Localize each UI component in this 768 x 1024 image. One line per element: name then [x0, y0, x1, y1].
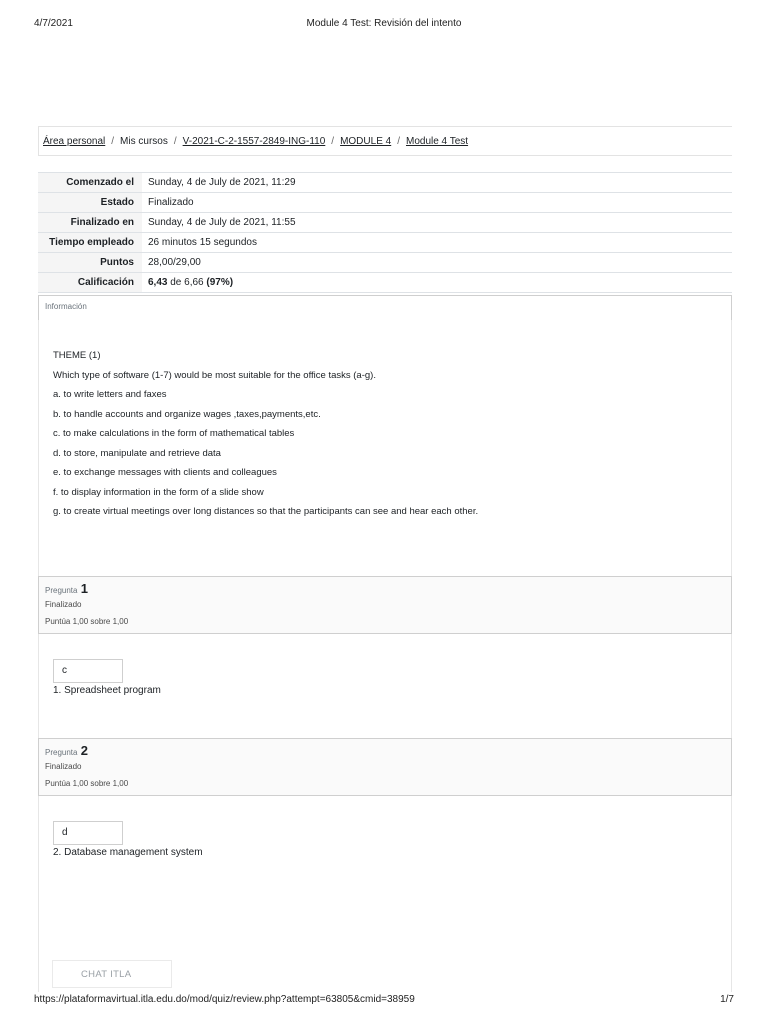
question-label: Pregunta: [45, 586, 78, 595]
info-task-b: b. to handle accounts and organize wages ,taxes,payments,etc.: [53, 408, 321, 420]
summary-value: Finalizado: [148, 197, 194, 208]
question-1-header: [38, 576, 732, 634]
info-task-e: e. to exchange messages with clients and colleagues: [53, 467, 277, 478]
info-instruction: Which type of software (1-7) would be most suitable for the office tasks (a-g).: [53, 369, 376, 381]
summary-row-started: [38, 173, 732, 193]
print-date: 4/7/2021: [34, 18, 73, 29]
breadcrumb-separator: /: [397, 135, 400, 147]
breadcrumb-my-courses: Mis cursos: [120, 135, 168, 147]
question-1-body: [38, 634, 732, 738]
answer-input[interactable]: c: [53, 659, 123, 683]
summary-label: Finalizado en: [38, 213, 142, 233]
summary-row-time-taken: [38, 233, 732, 253]
answer-input[interactable]: d: [53, 821, 123, 845]
info-task-d: d. to store, manipulate and retrieve data: [53, 447, 221, 459]
breadcrumb-separator: /: [331, 135, 335, 147]
info-task-a: a. to write letters and faxes: [53, 389, 167, 400]
print-page-number: 1/7: [720, 994, 734, 1005]
summary-row-grade: [38, 273, 732, 293]
grade-percent: (97%): [206, 277, 234, 288]
summary-value: Sunday, 4 de July de 2021, 11:55: [148, 217, 296, 228]
question-label: Pregunta: [45, 748, 78, 757]
grade-of-text: de 6,66: [170, 277, 204, 288]
info-theme: THEME (1): [53, 350, 101, 361]
question-score: Puntúa 1,00 sobre 1,00: [45, 779, 129, 788]
summary-value: [142, 273, 732, 293]
breadcrumb: [38, 126, 732, 156]
question-prompt: 2. Database management system: [53, 847, 203, 858]
question-status: Finalizado: [45, 600, 82, 609]
info-header: Información: [38, 295, 732, 321]
question-number: 1: [80, 581, 88, 596]
breadcrumb-course-link[interactable]: V-2021-C-2-1557-2849-ING-110: [182, 135, 326, 147]
breadcrumb-separator: /: [111, 135, 115, 147]
summary-label: Puntos: [38, 253, 142, 273]
summary-row-state: [38, 193, 732, 213]
summary-value: 26 minutos 15 segundos: [148, 237, 257, 248]
summary-label: Estado: [38, 193, 142, 213]
question-prompt: 1. Spreadsheet program: [53, 685, 161, 696]
breadcrumb-home-link[interactable]: Área personal: [43, 135, 106, 147]
info-task-g: g. to create virtual meetings over long distances so that the participants can see and hear each other.: [53, 506, 479, 517]
question-status: Finalizado: [45, 762, 82, 771]
summary-row-finished: [38, 213, 732, 233]
breadcrumb-module-link[interactable]: MODULE 4: [340, 135, 392, 147]
info-task-f: f. to display information in the form of a slide show: [53, 486, 264, 498]
info-body: [38, 320, 732, 576]
summary-label: Calificación: [38, 273, 142, 293]
question-2-header: [38, 738, 732, 796]
summary-label: Comenzado el: [38, 173, 142, 193]
print-url: https://plataformavirtual.itla.edu.do/mod/quiz/review.php?attempt=63805&cmid=38959: [34, 994, 415, 1005]
chat-itla-button[interactable]: CHAT ITLA: [52, 960, 172, 988]
attempt-summary-table: [38, 172, 732, 293]
info-task-c: c. to make calculations in the form of mathematical tables: [53, 428, 295, 439]
grade-score: 6,43: [148, 277, 168, 288]
print-title: Module 4 Test: Revisión del intento: [306, 18, 462, 29]
summary-value: Sunday, 4 de July de 2021, 11:29: [148, 177, 296, 188]
summary-value: 28,00/29,00: [148, 257, 201, 268]
summary-row-marks: [38, 253, 732, 273]
summary-label: Tiempo empleado: [38, 233, 142, 253]
question-score: Puntúa 1,00 sobre 1,00: [45, 617, 129, 626]
question-number: 2: [80, 743, 88, 758]
breadcrumb-separator: /: [173, 135, 177, 147]
breadcrumb-quiz-link[interactable]: Module 4 Test: [405, 135, 469, 147]
